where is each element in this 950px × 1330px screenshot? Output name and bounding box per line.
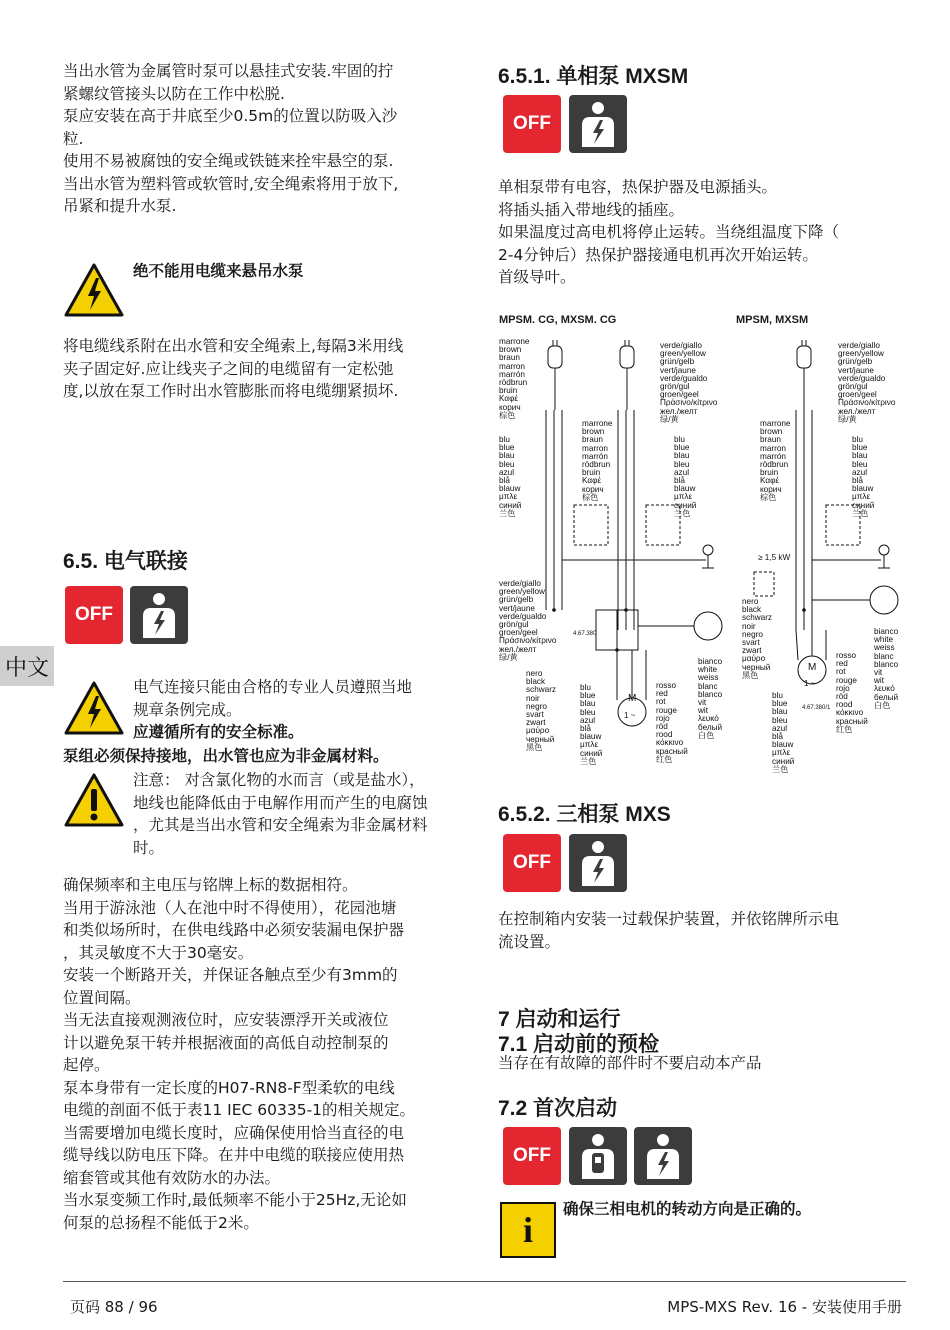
text-line: 泵应安装在高于井底至少0.5m的位置以防吸入沙 (63, 107, 398, 125)
diagram-code: 4.67.380/1 (802, 705, 831, 711)
label-blue: blu blue blau bleu azul blå blauw μπλε синий 兰色 (772, 691, 795, 774)
label-black: nero black schwarz noir negro svart zwart μαύρο черный 黑色 (742, 597, 773, 680)
motor-phase: 1 ~ (624, 711, 636, 720)
electrician-icon (569, 1127, 627, 1185)
page-number: 页码 88 / 96 (70, 1298, 158, 1316)
language-tab: 中文 (0, 646, 54, 686)
text-line: 注意： 对含氯化物的水而言（或是盐水）， (133, 771, 425, 789)
label-white: bianco white weiss blanc blanco vit wit λευκό белый 白色 (874, 627, 899, 710)
text-line: 何泵的总扬程不能低于2米。 (63, 1213, 259, 1232)
label-blue: blu blue blau bleu azul blå blauw μπλε синий 兰色 (580, 683, 603, 766)
text-line: 紧螺纹管接头以防在工作中松脱. (63, 84, 285, 103)
power-rating: ≥ 1,5 kW (758, 553, 791, 562)
text-line: ，尤其是当出水管和安全绳索为非金属材料 (133, 816, 428, 834)
text-line: 吊紧和提升水泵. (63, 197, 177, 215)
label-black: nero black schwarz noir negro svart zwart μαύρο черный 黑色 (526, 669, 557, 752)
text-line: 使用不易被腐蚀的安全绳或铁链来拴牢悬空的泵. (63, 152, 394, 170)
electric-hazard-icon (63, 680, 125, 740)
text-line: 如果温度过高电机将停止运转。当绕组温度下降（ (498, 223, 840, 241)
three-phase-paragraph (498, 908, 908, 953)
diagram-heading-left: MPSM. CG, MXSM. CG (499, 314, 617, 326)
text-line: 位置间隔。 (63, 988, 141, 1007)
label-brown: marrone brown braun marron marrón rödbrun bruin Καφέ корич 棕色 (499, 337, 530, 420)
footer-rule (63, 1281, 906, 1282)
text-line: 夹子固定好.应让线夹子之间的电缆留有一定松弛 (63, 359, 394, 378)
label-yellow-green: verde/giallo green/yellow grün/gelb vert/jaune verde/gualdo grön/gul groen/geel Πράσινο/κίτρινο жел./желт 绿/黄 (660, 341, 718, 424)
text-line: 应遵循所有的安全标准。 (133, 723, 304, 741)
electrician-icon (569, 834, 627, 892)
text-line: 缆导线以防电压下降。在井中电缆的联接应使用热 (63, 1146, 405, 1164)
label-yellow-green: verde/giallo green/yellow grün/gelb vert/jaune verde/gualdo grön/gul groen/geel Πράσινο/κίτρινο жел./желт 绿/黄 (499, 579, 557, 662)
text-line: 当出水管为塑料管或软管时,安全绳索将用于放下, (63, 174, 399, 193)
wiring-diagram (496, 310, 911, 780)
label-brown: marrone brown braun marron marrón rödbrun bruin Καφέ корич 棕色 (760, 419, 791, 502)
text-line: 当用于游泳池（人在池中时不得使用），花园池塘 (63, 898, 397, 917)
text-line: 当需要增加电缆长度时，应确保使用恰当直径的电 (63, 1123, 405, 1142)
text-line: 当出水管为金属管时泵可以悬挂式安装.牢固的拧 (63, 62, 394, 80)
power-off-icon: OFF (503, 95, 561, 153)
diagram-code: 4.67.380 (573, 631, 597, 637)
rotation-direction-info: 确保三相电机的转动方向是正确的。 (563, 1200, 812, 1218)
text-line: 单相泵带有电容，热保护器及电源插头。 (498, 178, 778, 196)
text-line: 在控制箱内安装一过载保护装置，并依铭牌所示电 (498, 910, 840, 928)
text-line: 时。 (133, 838, 165, 857)
motor-symbol: M (628, 693, 637, 704)
text-line: 流设置。 (498, 932, 561, 951)
section-7-title: 7 启动和运行 (498, 1008, 621, 1031)
section-7-2-title: 7.2 首次启动 (498, 1097, 618, 1120)
caution-icon (63, 772, 125, 832)
text-line: 规章条例完成。 (133, 700, 242, 719)
section-6-5-2-title: 6.5.2. 三相泵 MXS (498, 803, 671, 826)
cable-paragraph (63, 335, 473, 403)
intro-paragraph (63, 60, 473, 218)
section-6-5-1-title: 6.5.1. 单相泵 MXSM (498, 65, 689, 88)
text-line: 首级导叶。 (498, 268, 576, 286)
text-line: 安装一个断路开关，并保证各触点至少有3mm的 (63, 966, 398, 984)
electrician-icon (130, 586, 188, 644)
power-off-icon: OFF (65, 586, 123, 644)
motor-symbol: M (808, 662, 817, 673)
text-line: 起停。 (63, 1056, 110, 1074)
text-line: 2-4分钟后）热保护器接通电机再次开始运转。 (498, 245, 818, 264)
label-red: rosso red rot rouge rojo röd rood κόκκινο красный 红色 (656, 681, 688, 764)
text-line: 地线也能降低由于电解作用而产生的电腐蚀 (133, 793, 428, 812)
label-brown: marrone brown braun marron marrón rödbrun bruin Καφέ корич 棕色 (582, 419, 613, 502)
electrical-body (63, 874, 483, 1234)
motor-phase: 1 ~ (804, 679, 816, 688)
text-line: 电气连接只能由合格的专业人员遵照当地 (133, 678, 413, 696)
text-line: ，其灵敏度不大于30毫安。 (63, 943, 254, 962)
label-red: rosso red rot rouge rojo röd rood κόκκινο красный 红色 (836, 651, 868, 734)
chloride-note (133, 769, 473, 859)
electrician-icon (569, 95, 627, 153)
text-line: 当水泵变频工作时,最低频率不能小于25Hz,无论如 (63, 1191, 407, 1209)
power-off-icon: OFF (503, 1127, 561, 1185)
document-title: MPS-MXS Rev. 16 - 安装使用手册 (667, 1298, 902, 1316)
text-line: 粒. (63, 129, 84, 148)
label-white: bianco white weiss blanc blanco vit wit λευκό белый 白色 (698, 657, 723, 740)
label-blue: blu blue blau bleu azul blå blauw μπλε синий 兰色 (852, 435, 875, 518)
text-line: 度,以放在泵工作时出水管膨胀而将电缆绷紧损坏. (63, 382, 399, 400)
text-line: 和类似场所时，在供电线路中必须安装漏电保护器 (63, 921, 405, 939)
text-line: 计以避免泵干转并根据液面的高低自动控制泵的 (63, 1033, 389, 1052)
cable-warning: 绝不能用电缆来悬吊水泵 (133, 262, 304, 280)
pre-start-check: 当存在有故障的部件时不要启动本产品 (498, 1054, 762, 1072)
text-line: 泵本身带有一定长度的H07-RN8-F型柔软的电线 (63, 1078, 395, 1097)
grounding-line: 泵组必须保持接地，出水管也应为非金属材料。 (63, 747, 389, 765)
section-7-1-title: 7.1 启动前的预检 (498, 1033, 660, 1056)
electric-hazard-icon (63, 262, 125, 322)
text-line: 缩套管或其他有效防水的办法。 (63, 1168, 281, 1187)
label-yellow-green: verde/giallo green/yellow grün/gelb vert/jaune verde/gualdo grön/gul groen/geel Πράσινο/κίτρινο жел./желт 绿/黄 (838, 341, 896, 424)
text-line: 将插头插入带地线的插座。 (498, 200, 685, 219)
qualified-personnel-warning (133, 676, 473, 744)
label-blue: blu blue blau bleu azul blå blauw μπλε синий 兰色 (674, 435, 697, 518)
text-line: 当无法直接观测液位时，应安装漂浮开关或液位 (63, 1011, 389, 1029)
text-line: 将电缆线系附在出水管和安全绳索上,每隔3米用线 (63, 337, 404, 355)
info-icon: i (500, 1202, 556, 1258)
text-line: 确保频率和主电压与铭牌上标的数据相符。 (63, 876, 358, 894)
section-6-5-title: 6.5. 电气联接 (63, 550, 188, 573)
label-blue: blu blue blau bleu azul blå blauw μπλε синий 兰色 (499, 435, 522, 518)
single-phase-paragraph (498, 176, 908, 289)
text-line: 电缆的剖面不低于表11 IEC 60335-1的相关规定。 (63, 1101, 416, 1119)
diagram-heading-right: MPSM, MXSM (736, 314, 809, 326)
electrician-icon (634, 1127, 692, 1185)
power-off-icon: OFF (503, 834, 561, 892)
